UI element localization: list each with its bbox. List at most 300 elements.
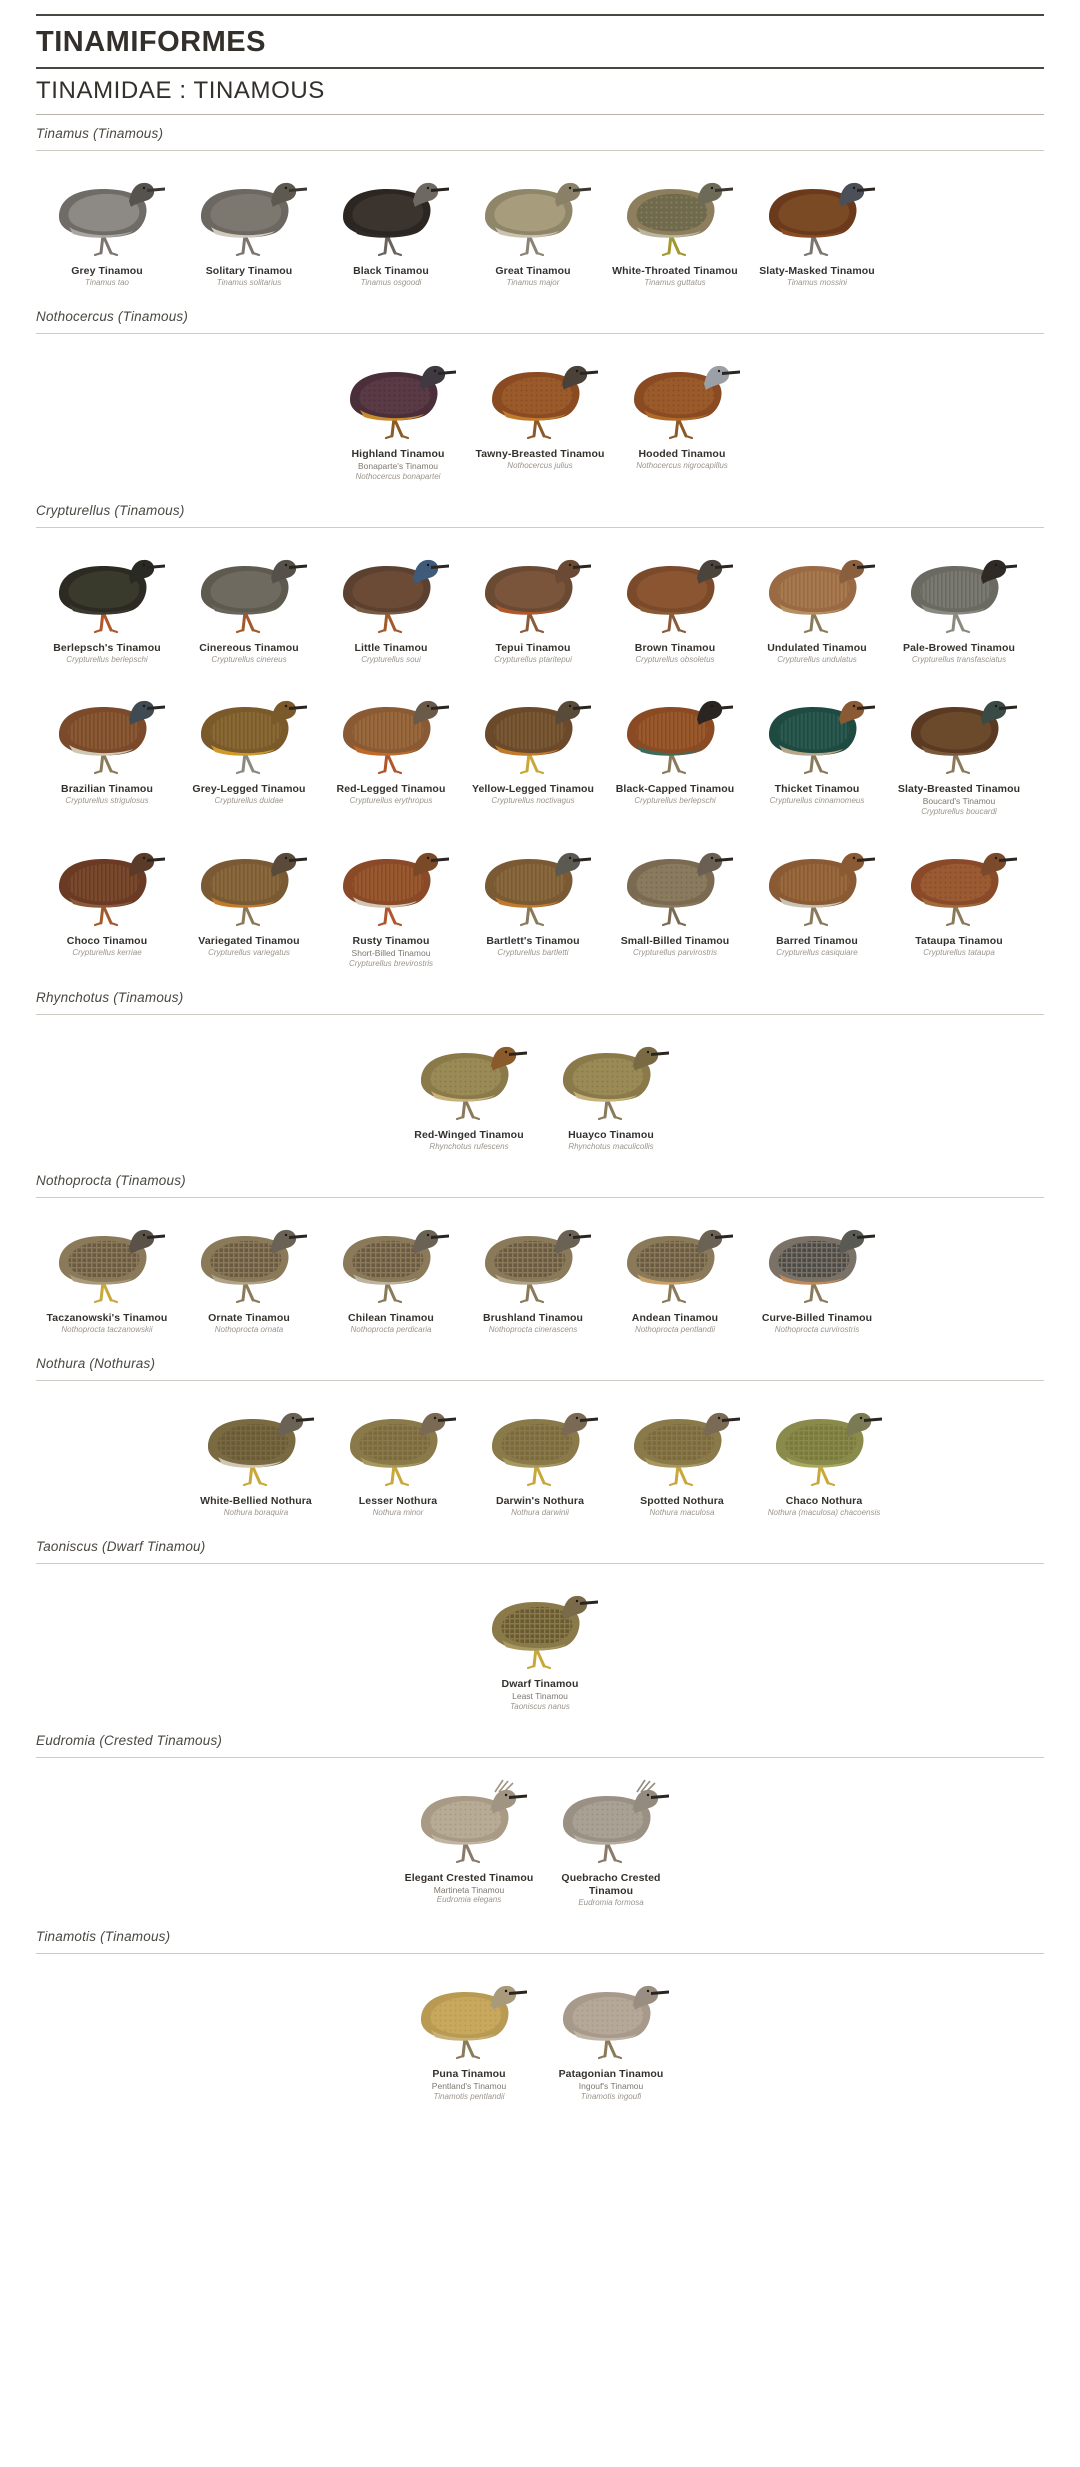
species-cell[interactable] [462, 675, 604, 827]
species-cell[interactable] [746, 1204, 888, 1345]
genus-label: Nothoprocta (Tinamous) [36, 1172, 186, 1188]
species-common-name: Slaty-Breasted Tinamou [897, 783, 1021, 795]
species-common-name: Grey-Legged Tinamou [192, 783, 306, 795]
bird-art [325, 1212, 457, 1308]
species-scientific-name: Nothocercus bonapartei [355, 471, 441, 481]
species-common-name: Black Tinamou [353, 265, 429, 277]
bird-illustration [183, 1212, 315, 1308]
species-common-name: Black-Capped Tinamou [615, 783, 735, 795]
species-cell[interactable] [36, 157, 178, 298]
species-common-name: Little Tinamou [354, 641, 428, 654]
species-cell[interactable] [36, 827, 178, 979]
species-common-name: Puna Tinamou [432, 2067, 506, 2080]
bird-art [325, 835, 457, 931]
bird-illustration [467, 1212, 599, 1308]
species-common-name: Curve-Billed Tinamou [761, 1311, 873, 1324]
species-common-name: Pale-Browed Tinamou [903, 641, 1015, 654]
bird-art [545, 1772, 677, 1868]
species-common-name: Berlepsch's Tinamou [53, 641, 161, 654]
species-cell[interactable] [469, 340, 611, 492]
genus-label: Crypturellus (Tinamous) [36, 502, 185, 518]
bird-illustration [616, 348, 748, 444]
species-common-name: Red-Legged Tinamou [336, 783, 446, 795]
bird-illustration [751, 1212, 883, 1308]
species-labels [348, 1312, 434, 1335]
bird-art [609, 1212, 741, 1308]
species-scientific-name: Nothura maculosa [649, 1507, 715, 1517]
bird-art [609, 683, 741, 779]
family-title: TINAMIDAE : TINAMOUS [36, 77, 325, 104]
species-common-name: Grey Tinamou [71, 265, 143, 277]
species-common-name: White-Bellied Nothura [200, 1494, 312, 1507]
bird-illustration [183, 165, 315, 261]
species-scientific-name: Crypturellus boucardi [921, 806, 997, 816]
bird-illustration [609, 835, 741, 931]
species-scientific-name: Crypturellus berlepschi [66, 655, 148, 664]
bird-art [183, 165, 315, 261]
species-scientific-name: Nothura boraquira [223, 1507, 289, 1517]
species-labels [353, 265, 429, 288]
species-labels [915, 935, 1002, 958]
species-scientific-name: Crypturellus kerriae [72, 947, 142, 957]
bird-art [403, 1772, 535, 1868]
species-common-name: Hooded Tinamou [638, 448, 726, 461]
species-scientific-name: Nothoprocta taczanowskii [61, 1324, 153, 1334]
species-cell[interactable] [178, 534, 320, 675]
bird-art [41, 1212, 173, 1308]
bird-art [467, 542, 599, 638]
species-labels [568, 1129, 654, 1152]
bird-illustration [751, 835, 883, 931]
species-common-name: Great Tinamou [495, 265, 571, 277]
species-cell[interactable] [611, 340, 753, 492]
species-labels [53, 642, 160, 665]
bird-art [467, 683, 599, 779]
bird-illustration [609, 542, 741, 638]
species-scientific-name: Taoniscus nanus [510, 1701, 570, 1711]
bird-illustration [403, 1029, 535, 1125]
order-divider [36, 67, 1044, 69]
species-common-name: Chaco Nothura [785, 1494, 863, 1507]
species-common-name: Tawny-Breasted Tinamou [475, 448, 605, 461]
bird-illustration [474, 1395, 606, 1491]
species-labels [61, 783, 153, 806]
species-cell[interactable] [753, 1387, 895, 1528]
species-alt-name: Least Tinamou [512, 1691, 568, 1701]
species-cell[interactable] [469, 1387, 611, 1528]
species-labels [759, 265, 875, 288]
bird-illustration [325, 542, 457, 638]
bird-art [467, 1212, 599, 1308]
species-common-name: Brushland Tinamou [482, 1311, 584, 1324]
bird-art [467, 165, 599, 261]
bird-illustration [751, 542, 883, 638]
species-cell[interactable] [604, 675, 746, 827]
species-labels [494, 642, 572, 665]
genus-label: Nothura (Nothuras) [36, 1355, 156, 1371]
species-scientific-name: Crypturellus berlepschi [634, 796, 716, 806]
species-common-name: Lesser Nothura [358, 1494, 438, 1507]
species-labels [632, 1312, 718, 1335]
species-cell[interactable] [540, 1764, 682, 1918]
species-scientific-name: Nothoprocta curvirostris [774, 1324, 860, 1334]
species-cell[interactable] [327, 340, 469, 492]
genus-label: Nothocercus (Tinamous) [36, 309, 189, 325]
species-labels [67, 935, 147, 958]
bird-illustration [758, 1395, 890, 1491]
species-cell[interactable] [36, 534, 178, 675]
species-cell[interactable] [327, 1387, 469, 1528]
species-cell[interactable] [320, 827, 462, 979]
bird-art [893, 542, 1025, 638]
bird-art [758, 1395, 890, 1491]
species-common-name: Taczanowski's Tinamou [46, 1311, 168, 1324]
species-common-name: Highland Tinamou [351, 448, 445, 461]
species-scientific-name: Crypturellus cinereus [211, 655, 287, 664]
species-scientific-name: Crypturellus strigulosus [65, 796, 149, 806]
species-row [36, 1954, 1044, 2112]
species-cell[interactable] [462, 534, 604, 675]
species-labels [636, 448, 728, 471]
genus-section [36, 979, 1044, 1162]
bird-art [325, 542, 457, 638]
species-common-name: Undulated Tinamou [767, 641, 867, 654]
bird-illustration [545, 1772, 677, 1868]
bird-art [183, 1212, 315, 1308]
species-common-name: Elegant Crested Tinamou [404, 1871, 534, 1884]
bird-illustration [545, 1968, 677, 2064]
species-labels [635, 642, 715, 665]
species-labels [496, 1495, 584, 1518]
species-scientific-name: Nothoprocta pentlandii [634, 1324, 716, 1334]
species-cell[interactable] [178, 827, 320, 979]
bird-art [474, 1578, 606, 1674]
species-cell[interactable] [746, 675, 888, 827]
species-scientific-name: Crypturellus cinnamomeus [769, 796, 865, 806]
bird-art [325, 683, 457, 779]
bird-art [467, 835, 599, 931]
species-labels [71, 265, 143, 288]
bird-art [183, 835, 315, 931]
species-cell[interactable] [185, 1387, 327, 1528]
genus-section [36, 1722, 1044, 1918]
species-common-name: Ornate Tinamou [208, 1311, 290, 1324]
species-scientific-name: Nothura minor [372, 1507, 424, 1517]
species-row [36, 1758, 1044, 1918]
species-scientific-name: Nothura darwinii [511, 1507, 569, 1517]
bird-art [474, 348, 606, 444]
species-cell[interactable] [604, 534, 746, 675]
genus-section [36, 298, 1044, 492]
bird-art [41, 165, 173, 261]
species-labels [47, 1312, 168, 1335]
genus-section [36, 1528, 1044, 1722]
species-common-name: Brazilian Tinamou [61, 783, 153, 795]
bird-art [41, 542, 173, 638]
bird-illustration [41, 1212, 173, 1308]
species-cell[interactable] [178, 1204, 320, 1345]
species-labels [337, 783, 446, 806]
species-cell[interactable] [604, 827, 746, 979]
bird-illustration [474, 1578, 606, 1674]
order-title: TINAMIFORMES [36, 26, 266, 58]
species-cell[interactable] [540, 1960, 682, 2112]
species-cell[interactable] [746, 827, 888, 979]
species-cell[interactable] [320, 675, 462, 827]
species-labels [483, 1312, 583, 1335]
species-labels [199, 642, 299, 665]
species-cell[interactable] [398, 1021, 540, 1162]
species-cell[interactable] [398, 1764, 540, 1918]
bird-art [545, 1029, 677, 1125]
species-common-name: Darwin's Nothura [495, 1494, 585, 1507]
genus-section [36, 1162, 1044, 1345]
species-labels [540, 1872, 682, 1908]
bird-illustration [332, 1395, 464, 1491]
species-scientific-name: Crypturellus noctivagus [491, 796, 575, 806]
species-labels [352, 448, 445, 482]
bird-illustration [183, 542, 315, 638]
species-scientific-name: Crypturellus ptaritepui [494, 655, 572, 664]
species-scientific-name: Crypturellus parvirostris [632, 947, 717, 957]
species-alt-name: Ingouf's Tinamou [578, 2081, 644, 2091]
species-scientific-name: Rhynchotus rufescens [429, 1141, 509, 1151]
species-scientific-name: Tinamotis pentlandii [433, 2091, 505, 2101]
species-scientific-name: Crypturellus undulatus [777, 655, 857, 664]
bird-art [41, 835, 173, 931]
bird-illustration [183, 835, 315, 931]
bird-art [751, 683, 883, 779]
species-scientific-name: Nothoprocta cinerascens [488, 1324, 578, 1334]
species-labels [192, 783, 305, 806]
species-row [36, 1381, 1044, 1528]
species-common-name: Small-Billed Tinamou [620, 934, 730, 947]
species-scientific-name: Tinamus guttatus [644, 278, 706, 288]
genus-sections [0, 115, 1080, 2112]
species-common-name: Variegated Tinamou [198, 934, 300, 947]
bird-art [751, 1212, 883, 1308]
bird-art [325, 165, 457, 261]
species-labels [200, 1495, 312, 1518]
species-scientific-name: Crypturellus brevirostris [348, 958, 434, 968]
species-cell[interactable] [178, 157, 320, 298]
species-labels [495, 265, 570, 288]
species-row [36, 1564, 1044, 1722]
species-labels [475, 448, 604, 471]
species-labels [616, 783, 735, 806]
species-labels [559, 2068, 664, 2102]
genus-label: Tinamus (Tinamous) [36, 126, 164, 141]
species-cell[interactable] [888, 827, 1030, 979]
bird-illustration [893, 835, 1025, 931]
species-scientific-name: Crypturellus obsoletus [635, 655, 715, 664]
bird-art [183, 683, 315, 779]
bird-illustration [474, 348, 606, 444]
species-cell[interactable] [469, 1570, 611, 1722]
species-scientific-name: Tinamus solitarius [216, 278, 282, 288]
species-cell[interactable] [746, 157, 888, 298]
bird-illustration [609, 1212, 741, 1308]
genus-label: Taoniscus (Dwarf Tinamou) [36, 1538, 206, 1554]
species-labels [762, 1312, 872, 1335]
species-cell[interactable] [604, 157, 746, 298]
bird-illustration [467, 683, 599, 779]
species-row [36, 1015, 1044, 1162]
bird-art [609, 165, 741, 261]
species-scientific-name: Crypturellus transfasciatus [911, 655, 1007, 664]
bird-art [403, 1968, 535, 2064]
bird-illustration [183, 683, 315, 779]
bird-illustration [325, 165, 457, 261]
species-labels [206, 265, 293, 288]
bird-illustration [545, 1029, 677, 1125]
species-common-name: Dwarf Tinamou [501, 1677, 579, 1690]
bird-art [616, 1395, 748, 1491]
bird-illustration [41, 683, 173, 779]
bird-illustration [467, 542, 599, 638]
species-common-name: Thicket Tinamou [774, 783, 860, 795]
species-cell[interactable] [398, 1960, 540, 2112]
bird-illustration [893, 683, 1025, 779]
bird-illustration [403, 1772, 535, 1868]
species-common-name: Huayco Tinamou [568, 1128, 654, 1141]
species-alt-name: Martineta Tinamou [433, 1884, 505, 1895]
species-labels [472, 783, 594, 806]
species-cell[interactable] [888, 534, 1030, 675]
species-common-name: Solitary Tinamou [205, 265, 293, 277]
genus-section [36, 1345, 1044, 1528]
species-labels [612, 265, 738, 288]
species-cell[interactable] [320, 157, 462, 298]
species-alt-name: Pentland's Tinamou [431, 2081, 507, 2091]
species-common-name: Rusty Tinamou [352, 934, 430, 947]
species-row [36, 1198, 1044, 1345]
species-common-name: Yellow-Legged Tinamou [471, 783, 595, 795]
species-common-name: Patagonian Tinamou [558, 2067, 664, 2080]
species-common-name: Slaty-Masked Tinamou [759, 265, 875, 277]
species-row [36, 151, 1044, 298]
genus-section [36, 492, 1044, 979]
bird-art [893, 683, 1025, 779]
species-labels [898, 783, 1020, 817]
genus-section [36, 1918, 1044, 2112]
species-common-name: White-Throated Tinamou [612, 265, 738, 277]
species-labels [502, 1678, 579, 1712]
bird-art [545, 1968, 677, 2064]
species-labels [640, 1495, 724, 1518]
species-cell[interactable] [320, 534, 462, 675]
species-scientific-name: Tinamotis ingoufi [580, 2091, 642, 2101]
species-scientific-name: Crypturellus bartletti [497, 947, 569, 957]
species-common-name: Choco Tinamou [66, 934, 148, 947]
species-scientific-name: Rhynchotus maculicollis [568, 1141, 654, 1151]
bird-illustration [41, 165, 173, 261]
species-cell[interactable] [36, 1204, 178, 1345]
bird-illustration [751, 683, 883, 779]
bird-art [332, 1395, 464, 1491]
bird-illustration [616, 1395, 748, 1491]
bird-art [893, 835, 1025, 931]
bird-illustration [332, 348, 464, 444]
bird-art [332, 348, 464, 444]
species-alt-name: Short-Billed Tinamou [351, 947, 431, 958]
species-labels [621, 935, 730, 958]
genus-label: Rhynchotus (Tinamous) [36, 989, 184, 1005]
species-scientific-name: Tinamus tao [85, 278, 129, 288]
top-divider [36, 14, 1044, 16]
species-scientific-name: Tinamus major [506, 278, 560, 288]
species-labels [770, 783, 865, 806]
species-common-name: Red-Winged Tinamou [414, 1128, 524, 1141]
species-labels [776, 935, 858, 958]
species-cell[interactable] [888, 675, 1030, 827]
bird-illustration [325, 683, 457, 779]
bird-illustration [467, 835, 599, 931]
species-scientific-name: Tinamus osgoodi [360, 278, 422, 288]
species-cell[interactable] [36, 675, 178, 827]
bird-art [616, 348, 748, 444]
species-labels [486, 935, 579, 958]
species-row [36, 334, 1044, 492]
species-cell[interactable] [604, 1204, 746, 1345]
species-labels [903, 642, 1015, 665]
species-cell[interactable] [178, 675, 320, 827]
bird-illustration [41, 542, 173, 638]
bird-illustration [467, 165, 599, 261]
species-labels [359, 1495, 437, 1518]
species-cell[interactable] [320, 1204, 462, 1345]
bird-art [41, 683, 173, 779]
species-scientific-name: Nothocercus julius [507, 461, 573, 471]
species-cell[interactable] [462, 157, 604, 298]
species-common-name: Spotted Nothura [640, 1494, 724, 1507]
genus-section [36, 115, 1044, 298]
species-labels [767, 642, 867, 665]
species-common-name: Cinereous Tinamou [199, 641, 299, 654]
species-cell[interactable] [746, 534, 888, 675]
species-cell[interactable] [611, 1387, 753, 1528]
bird-art [190, 1395, 322, 1491]
species-common-name: Quebracho Crested Tinamou [561, 1871, 661, 1897]
species-common-name: Tataupa Tinamou [915, 934, 1003, 947]
species-cell[interactable] [462, 827, 604, 979]
species-labels [349, 935, 433, 969]
species-labels [768, 1495, 881, 1518]
bird-illustration [751, 165, 883, 261]
plate-page [0, 14, 1080, 2172]
species-row [36, 528, 1044, 979]
bird-art [474, 1395, 606, 1491]
species-common-name: Bartlett's Tinamou [486, 934, 580, 947]
bird-art [751, 542, 883, 638]
species-scientific-name: Nothoprocta perdicaria [350, 1324, 432, 1334]
species-labels [355, 642, 428, 665]
species-cell[interactable] [540, 1021, 682, 1162]
species-scientific-name: Nothura (maculosa) chacoensis [767, 1507, 881, 1517]
species-scientific-name: Eudromia elegans [436, 1895, 502, 1905]
species-scientific-name: Eudromia formosa [578, 1897, 644, 1907]
bird-art [403, 1029, 535, 1125]
genus-label: Eudromia (Crested Tinamous) [36, 1732, 223, 1748]
bird-art [751, 835, 883, 931]
bird-illustration [403, 1968, 535, 2064]
species-cell[interactable] [462, 1204, 604, 1345]
bird-illustration [609, 165, 741, 261]
species-scientific-name: Crypturellus casiquiare [776, 947, 858, 957]
bird-illustration [609, 683, 741, 779]
species-alt-name: Bonaparte's Tinamou [357, 461, 439, 472]
species-labels [414, 1129, 523, 1152]
